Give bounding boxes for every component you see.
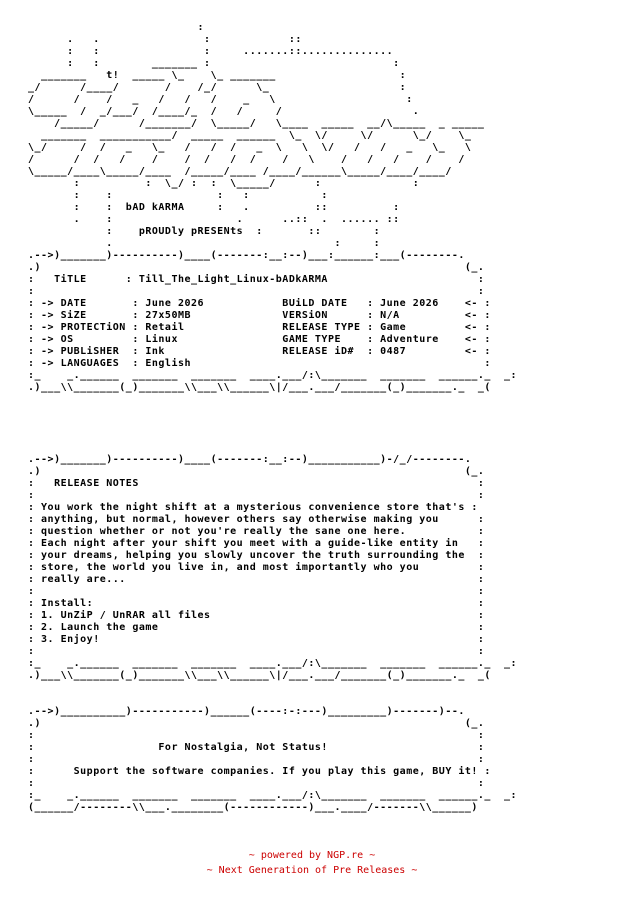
footer-powered-by: ~ powered by NGP.re ~	[248, 850, 376, 861]
footer-tagline: ~ Next Generation of Pre Releases ~	[206, 865, 418, 876]
nfo-ascii-art: : . . : :: : : : .......::.............. : : _______ : : _______ t! _____ \_ \_ _______ : _/ /____/ / /_/ \_ : / / / _ / / / _ \ : \_____ / _/___/ /____/_ / / / . /_____/ /_______/ \_____/ \____ _____ __/\_____ _ _____ _______ ___________/ _____ ______ \_ \/ \/ \_/ \_ \_/ / / _ \_ / / / _ \ \ \/ / / _ \_ \ / / / / / / / / / / \ / / / / / \_____/____\_____/____ /_____/____ /____/______\_____/____/____/ : : \_/ : : \_____/ : : : : : : : : : bAD kARMA : . :: : . : . ..:: . ...... :: : pROUDly pRESENts : :: : . : : .-->)_______)----------)____(-------:__:--)___:______:___(--------. .) (_. : TiTLE : Till_The_Light_Linux-bADkARMA : : : : -> DATE : June 2026 BUiLD DATE : June 2026 <- : : -> SiZE : 27x50MB VERSiON : N/A <- : : -> PROTECTiON : Retail RELEASE TYPE : Game <- : : -> OS : Linux GAME TYPE : Adventure <- : : -> PUBLiSHER : Ink RELEASE iD# : 0487 <- : : -> LANGUAGES : English : :_ _.______ _______ _______ ____.___/:\_______ _______ ______._ _: .)___\\_______(_)_______\\___\\______\|/___.___/_______(_)_______._ _( .-->)_______)----------)____(-------:__:--)___________)-/_/--------. .) (_. : RELEASE NOTES : : : : You work the night shift at a mysterious convenience store that's : : anything, but normal, however others say otherwise making you : : question whether or not you're really the sane one here. : : Each night after your shift you meet with a guide-like entity in : : your dreams, helping you slowly uncover the truth surrounding the : : store, the world you live in, and most importantly who you : : really are... : : : : Install: : : 1. UnZiP / UnRAR all files : : 2. Launch the game : : 3. Enjoy! : : : :_ _.______ _______ _______ ____.___/:\_______ _______ ______._ _: .)___\\_______(_)_______\\___\\______\|/___.___/_______(_)_______._ _( .-->)__________)-----------)______(----:-:---)_________)-------)--. .) (_. : : : For Nostalgia, Not Status! : : : : Support the software companies. If you play this game, BUY it! : : : :_ _.______ _______ _______ ____.___/:\_______ _______ ______._ _: (______/--------\\___.________(------------)___.____/-------\\______)	[28, 22, 518, 813]
